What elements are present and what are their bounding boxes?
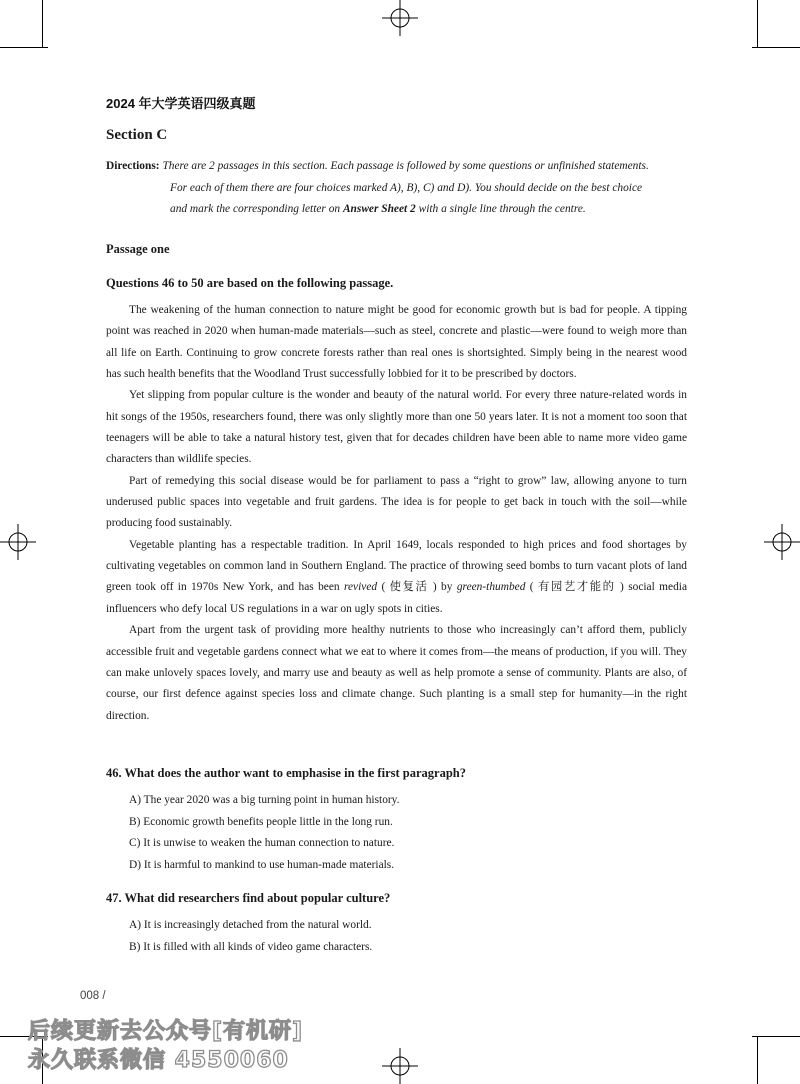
- crop-mark: [42, 0, 43, 48]
- section-title: Section C: [106, 127, 168, 143]
- glossed-word: green-thumbed: [456, 581, 526, 594]
- option-a: A) The year 2020 was a big turning point in human history.: [129, 794, 400, 806]
- crop-mark: [0, 47, 48, 48]
- page-header-title: 2024 年大学英语四级真题: [106, 96, 256, 111]
- registration-mark-icon: [0, 524, 36, 560]
- answer-sheet-label: Answer Sheet 2: [342, 203, 416, 215]
- directions-line-3: and mark the corresponding letter on Answer Sheet 2 with a single line through the centre.: [170, 203, 586, 215]
- gloss: ( 有园艺才能的 ) social media influencers who defy local US regulations in a war on ugly spots in cities.: [106, 581, 687, 615]
- question-46-stem: 46. What does the author want to emphasise in the first paragraph?: [106, 766, 466, 780]
- registration-mark-icon: [382, 1048, 418, 1084]
- page-number: 008 /: [80, 990, 106, 1002]
- crop-mark: [757, 1036, 758, 1084]
- question-46-options: [129, 790, 399, 876]
- question-47-stem: 47. What did researchers find about popular culture?: [106, 891, 391, 905]
- directions-label: Directions:: [106, 160, 160, 172]
- questions-intro: Questions 46 to 50 are based on the following passage.: [106, 276, 394, 290]
- gloss: ( 使复活 ) by: [377, 581, 457, 594]
- option-d: D) It is harmful to mankind to use human-made materials.: [129, 858, 395, 871]
- paragraph-3: Part of remedying this social disease would be for parliament to pass a “right to grow” law, allowing anyone to turn underused public spaces into vegetable and fruit gardens. The idea is for people to get back in touch with the soil—while producing food sustainably.: [106, 474, 687, 530]
- directions-line-2: For each of them there are four choices marked A), B), C) and D). You should decide on the best choice: [170, 181, 643, 194]
- directions-line-1: There are 2 passages in this section. Each passage is followed by some questions or unfinished statements.: [162, 160, 649, 172]
- option-a: A) It is increasingly detached from the natural world.: [129, 919, 372, 931]
- watermark-line-1: 后续更新去公众号[有机研]: [28, 1019, 304, 1044]
- option-b: B) Economic growth benefits people little in the long run.: [129, 815, 393, 828]
- paragraph-2: Yet slipping from popular culture is the wonder and beauty of the natural world. For every three nature-related words in hit songs of the 1950s, researchers found, there was only slightly more than one 50 years later. It is not a moment too soon that teenagers will be able to take a natural history test, given that for decades children have been able to name more video game characters than wildlife species.: [106, 389, 687, 466]
- directions: [106, 156, 688, 221]
- question-47-options: [129, 915, 372, 958]
- registration-mark-icon: [382, 0, 418, 36]
- glossed-word: revived: [343, 581, 378, 594]
- paragraph-5: Apart from the urgent task of providing more healthy nutrients to those who increasingly can’t afford them, publicly accessible fruit and vegetable gardens connect what we eat to where it comes from—the means of production, if you will. They can make unlovely spaces lovely, and marry use and beauty as well as help promote a sense of community. Plants are also, of course, our first defence against species loss and climate change. Such planting is a small step for humanity—in the right direction.: [106, 624, 687, 722]
- watermark-line-2: 永久联系微信 4550060: [28, 1048, 289, 1073]
- option-b: B) It is filled with all kinds of video game characters.: [129, 940, 373, 953]
- option-c: C) It is unwise to weaken the human connection to nature.: [129, 837, 395, 850]
- crop-mark: [752, 1036, 800, 1037]
- registration-mark-icon: [764, 524, 800, 560]
- passage-body: [106, 300, 687, 727]
- paragraph-1: The weakening of the human connection to nature might be good for economic growth but is bad for people. A tipping point was reached in 2020 when human-made materials—such as steel, concrete and plastic—were found to weigh more than all life on Earth. Continuing to grow concrete forests rather than real ones is shortsighted. Simply being in the nearest wood has such health benefits that the Woodland Trust successfully lobbied for it to be prescribed by doctors.: [106, 304, 687, 381]
- paragraph-4: Vegetable planting has a respectable tradition. In April 1649, locals responded to high prices and food shortages by cultivating vegetables on common land in Southern England. The practice of throwing seed bombs to turn vacant plots of land green took off in 1970s New York, and has been revived ( 使复活 ) by green-thumbed ( 有园艺才能的 ) social media influencers who defy local US regulations in a war on ugly spots in cities.: [106, 538, 687, 615]
- passage-label: Passage one: [106, 242, 170, 256]
- crop-mark: [757, 0, 758, 48]
- crop-mark: [752, 47, 800, 48]
